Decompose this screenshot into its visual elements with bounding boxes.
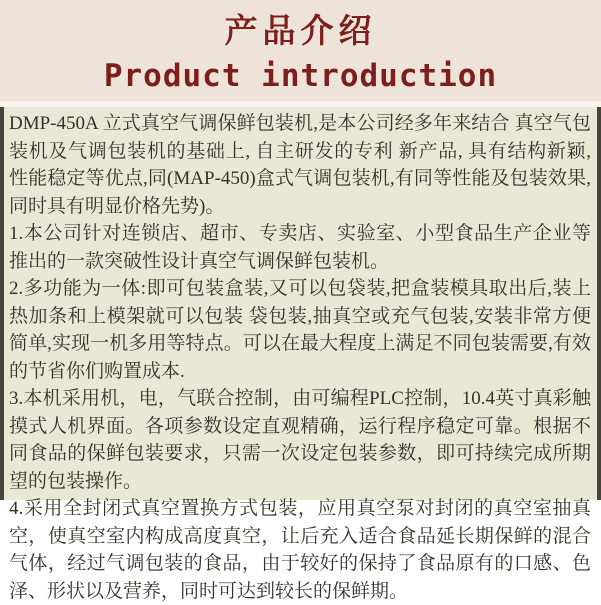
page-title-english: Product introduction [103,58,498,94]
page-title-chinese: 产品介绍 [224,12,377,49]
feature-paragraph-3: 3.本机采用机，电，气联合控制，由可编程PLC控制，10.4英寸真彩触摸式人机界面。各项参数设定直观精确，运行程序稳定可靠。根据不同食品的保鲜包装要求，只需一次设定包装参数，即可持续完成所期望的包装操作。 [9,388,591,492]
product-summary-paragraph: DMP-450A 立式真空气调保鲜包装机,是本公司经多年来结合 真空气包装机及气调包装机的基础上, 自主研发的专利 新产品, 具有结构新颖, 性能稳定等优点,同(MAP-450)盒式气调包装机,有同等性能及包装效果,同时具有明显价格先势)。 [9,113,591,217]
page-header [0,0,601,101]
feature-paragraph-1: 1.本公司针对连锁店、超市、专卖店、实验室、小型食品生产企业等推出的一款突破性设计真空气调保鲜包装机。 [9,223,591,272]
product-description-section [0,107,601,602]
feature-paragraph-4: 4.采用全封闭式真空置换方式包装，应用真空泵对封闭的真空室抽真空，使真空室内构成高度真空，让后充入适合食品延长期保鲜的混合气体，经过气调包装的食品，由于较好的保持了食品原有的口感、色泽、形状以及营养，同时可达到较长的保鲜期。 [9,498,591,602]
feature-paragraph-2: 2.多功能为一体:即可包装盒装,又可以包袋装,把盒装模具取出后,装上热加条和上模架就可以包装 袋包装,抽真空或充气包装,安装非常方便简单,实现一机多用等特点。可以在最大程度上满足不同包装需要,有效的节省你们购置成本. [9,278,591,382]
